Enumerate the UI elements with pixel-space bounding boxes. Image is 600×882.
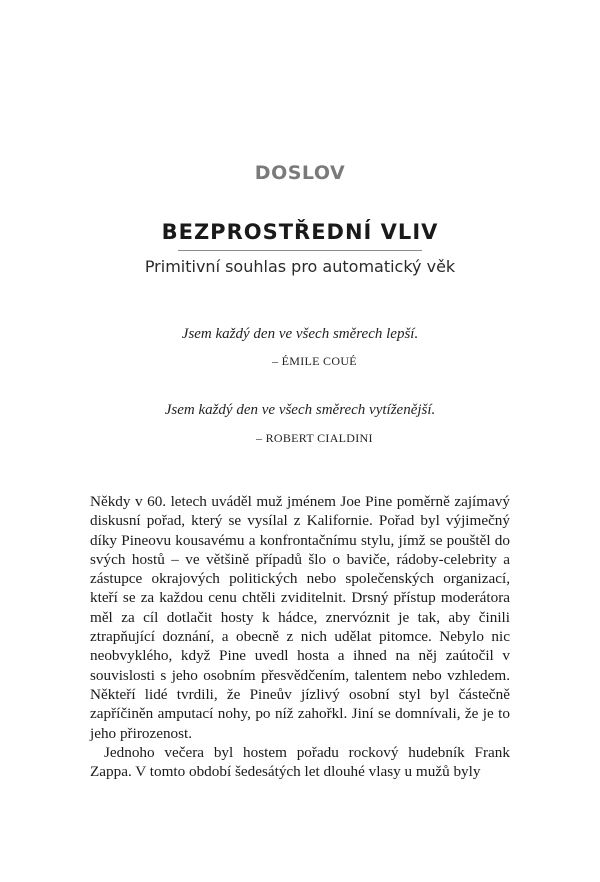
chapter-subtitle: Primitivní souhlas pro automatický věk — [144, 257, 456, 276]
section-label: DOSLOV — [254, 162, 346, 184]
epigraph-author: – ROBERT CIALDINI — [256, 431, 373, 445]
title-divider — [178, 250, 422, 251]
epigraph-quote: Jsem každý den ve všech směrech vytíženější. — [164, 402, 436, 418]
chapter-title: BEZPROSTŘEDNÍ VLIV — [161, 220, 439, 244]
epigraph-quote: Jsem každý den ve všech směrech lepší. — [181, 326, 419, 342]
paragraph: Někdy v 60. letech uváděl muž jménem Joe Pine poměrně zajímavý diskusní pořad, který se vysílal z Kalifornie. Pořad byl výjimečný díky Pineovu kousavému a konfrontačnímu stylu, jímž se pouštěl do svých hostů – ve většině případů šlo o baviče, rádoby-celebrity a zástupce okrajových politických nebo společenských organizací, kteří se za každou cenu chtěli zviditelnit. Drsný přístup moderátora měl za cíl dotlačit hosty k hádce, znervóznit je tak, aby činili ztrapňující doznání, a obecně z nich udělat pitomce. Nebylo nic neobvyklého, když Pine uvedl hosta a ihned na něj zaútočil v souvislosti s jeho osobním přesvědčením, talentem nebo vzhledem. Někteří lidé tvrdili, že Pineův jízlivý osobní styl byl částečně zapříčiněn amputací nohy, po níž zahořkl. Jiní se domnívali, že je to jeho přirozenost. — [90, 493, 510, 742]
epigraph-author: – ÉMILE COUÉ — [272, 354, 357, 368]
paragraph: Jednoho večera byl hostem pořadu rockový hudebník Frank Zappa. V tomto období šedesátých let dlouhé vlasy u mužů byly — [90, 743, 510, 781]
body-text — [90, 492, 510, 781]
